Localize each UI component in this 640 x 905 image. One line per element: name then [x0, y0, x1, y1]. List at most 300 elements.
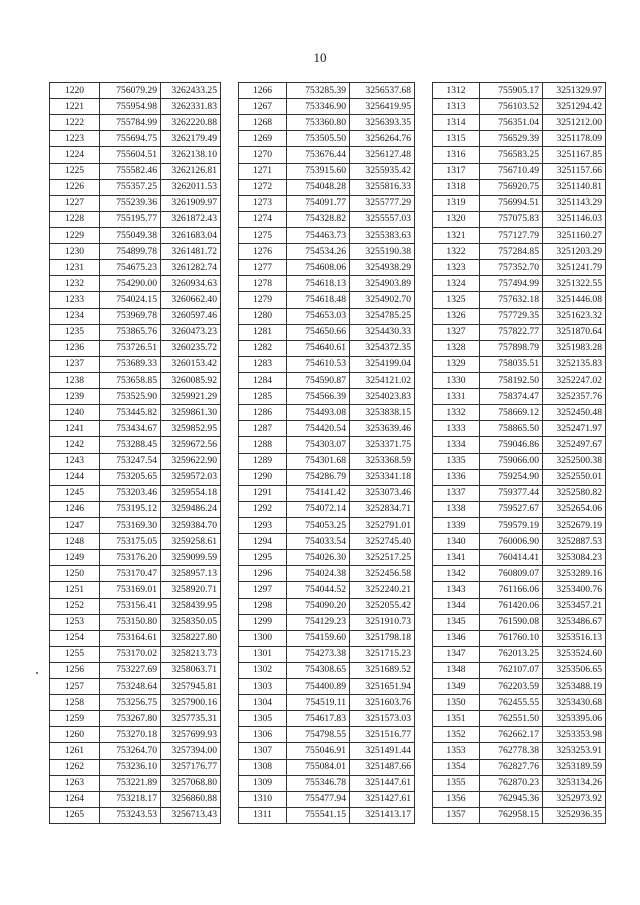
table-row	[50, 260, 221, 276]
table-row	[50, 614, 221, 630]
x-coordinate-cell: 753248.64	[100, 679, 161, 695]
point-number-cell: 1313	[433, 99, 480, 115]
table-row	[239, 421, 415, 437]
table-row	[50, 389, 221, 405]
table-row	[433, 646, 606, 662]
point-number-cell: 1347	[433, 646, 480, 662]
point-number-cell: 1251	[50, 582, 100, 598]
x-coordinate-cell: 755346.78	[287, 775, 350, 791]
y-coordinate-cell: 3258063.71	[161, 662, 221, 678]
table-row	[50, 662, 221, 678]
table-row	[239, 469, 415, 485]
point-number-cell: 1348	[433, 662, 480, 678]
point-number-cell: 1321	[433, 227, 480, 243]
y-coordinate-cell: 3254023.83	[350, 389, 415, 405]
y-coordinate-cell: 3252887.53	[543, 534, 606, 550]
x-coordinate-cell: 754534.26	[287, 244, 350, 260]
x-coordinate-cell: 754141.42	[287, 485, 350, 501]
y-coordinate-cell: 3259672.56	[161, 437, 221, 453]
table-row	[239, 598, 415, 614]
table-row	[50, 227, 221, 243]
x-coordinate-cell: 762013.25	[480, 646, 543, 662]
y-coordinate-cell: 3253084.23	[543, 550, 606, 566]
table-row	[239, 614, 415, 630]
point-number-cell: 1307	[239, 743, 287, 759]
y-coordinate-cell: 3252240.21	[350, 582, 415, 598]
y-coordinate-cell: 3258350.05	[161, 614, 221, 630]
x-coordinate-cell: 754618.48	[287, 292, 350, 308]
x-coordinate-cell: 754033.54	[287, 534, 350, 550]
table-row	[433, 550, 606, 566]
y-coordinate-cell: 3257900.16	[161, 695, 221, 711]
x-coordinate-cell: 759377.44	[480, 485, 543, 501]
table-row	[239, 308, 415, 324]
point-number-cell: 1235	[50, 324, 100, 340]
y-coordinate-cell: 3253189.59	[543, 759, 606, 775]
point-number-cell: 1222	[50, 115, 100, 131]
table-row	[239, 115, 415, 131]
point-number-cell: 1303	[239, 679, 287, 695]
point-number-cell: 1298	[239, 598, 287, 614]
table-row	[239, 276, 415, 292]
table-row	[239, 759, 415, 775]
table-row	[239, 227, 415, 243]
x-coordinate-cell: 753205.65	[100, 469, 161, 485]
point-number-cell: 1338	[433, 501, 480, 517]
point-number-cell: 1241	[50, 421, 100, 437]
x-coordinate-cell: 755046.91	[287, 743, 350, 759]
table-row	[239, 372, 415, 388]
x-coordinate-cell: 755694.75	[100, 131, 161, 147]
table-row	[433, 163, 606, 179]
point-number-cell: 1248	[50, 534, 100, 550]
point-number-cell: 1324	[433, 276, 480, 292]
y-coordinate-cell: 3262011.53	[161, 179, 221, 195]
y-coordinate-cell: 3257068.80	[161, 775, 221, 791]
x-coordinate-cell: 753865.76	[100, 324, 161, 340]
x-coordinate-cell: 758192.50	[480, 372, 543, 388]
y-coordinate-cell: 3252973.92	[543, 791, 606, 807]
table-row	[239, 743, 415, 759]
point-number-cell: 1357	[433, 807, 480, 823]
y-coordinate-cell: 3260473.23	[161, 324, 221, 340]
x-coordinate-cell: 754640.61	[287, 340, 350, 356]
point-number-cell: 1234	[50, 308, 100, 324]
x-coordinate-cell: 756994.51	[480, 195, 543, 211]
x-coordinate-cell: 753264.70	[100, 743, 161, 759]
x-coordinate-cell: 754308.65	[287, 662, 350, 678]
x-coordinate-cell: 754590.87	[287, 372, 350, 388]
table-row	[239, 791, 415, 807]
stray-mark	[36, 672, 38, 674]
x-coordinate-cell: 754053.25	[287, 517, 350, 533]
point-number-cell: 1350	[433, 695, 480, 711]
y-coordinate-cell: 3259554.18	[161, 485, 221, 501]
point-number-cell: 1223	[50, 131, 100, 147]
table-row	[433, 695, 606, 711]
table-row	[239, 695, 415, 711]
y-coordinate-cell: 3253289.16	[543, 566, 606, 582]
point-number-cell: 1333	[433, 421, 480, 437]
y-coordinate-cell: 3253341.18	[350, 469, 415, 485]
point-number-cell: 1273	[239, 195, 287, 211]
point-number-cell: 1275	[239, 227, 287, 243]
x-coordinate-cell: 754048.28	[287, 179, 350, 195]
point-number-cell: 1291	[239, 485, 287, 501]
x-coordinate-cell: 754091.77	[287, 195, 350, 211]
x-coordinate-cell: 762870.23	[480, 775, 543, 791]
x-coordinate-cell: 757822.77	[480, 324, 543, 340]
x-coordinate-cell: 755784.99	[100, 115, 161, 131]
x-coordinate-cell: 753285.39	[287, 83, 350, 99]
x-coordinate-cell: 754159.60	[287, 630, 350, 646]
x-coordinate-cell: 754899.78	[100, 244, 161, 260]
table-row	[433, 582, 606, 598]
table-row	[50, 99, 221, 115]
table-row	[239, 195, 415, 211]
point-number-cell: 1230	[50, 244, 100, 260]
point-number-cell: 1337	[433, 485, 480, 501]
point-number-cell: 1260	[50, 727, 100, 743]
y-coordinate-cell: 3261683.04	[161, 227, 221, 243]
point-number-cell: 1285	[239, 389, 287, 405]
point-number-cell: 1289	[239, 453, 287, 469]
x-coordinate-cell: 760006.90	[480, 534, 543, 550]
point-number-cell: 1351	[433, 711, 480, 727]
y-coordinate-cell: 3252550.01	[543, 469, 606, 485]
y-coordinate-cell: 3251203.29	[543, 244, 606, 260]
x-coordinate-cell: 757284.85	[480, 244, 543, 260]
point-number-cell: 1264	[50, 791, 100, 807]
x-coordinate-cell: 753156.41	[100, 598, 161, 614]
y-coordinate-cell: 3251212.00	[543, 115, 606, 131]
table-row	[239, 131, 415, 147]
x-coordinate-cell: 759066.00	[480, 453, 543, 469]
y-coordinate-cell: 3254902.70	[350, 292, 415, 308]
point-number-cell: 1233	[50, 292, 100, 308]
x-coordinate-cell: 753176.20	[100, 550, 161, 566]
table-row	[239, 550, 415, 566]
x-coordinate-cell: 755084.01	[287, 759, 350, 775]
point-number-cell: 1280	[239, 308, 287, 324]
point-number-cell: 1221	[50, 99, 100, 115]
table-row	[50, 469, 221, 485]
point-number-cell: 1355	[433, 775, 480, 791]
x-coordinate-cell: 756103.52	[480, 99, 543, 115]
point-number-cell: 1356	[433, 791, 480, 807]
y-coordinate-cell: 3251143.29	[543, 195, 606, 211]
point-number-cell: 1290	[239, 469, 287, 485]
y-coordinate-cell: 3251715.23	[350, 646, 415, 662]
y-coordinate-cell: 3256127.48	[350, 147, 415, 163]
point-number-cell: 1244	[50, 469, 100, 485]
table-row	[239, 775, 415, 791]
table-row	[433, 501, 606, 517]
x-coordinate-cell: 754328.82	[287, 211, 350, 227]
point-number-cell: 1270	[239, 147, 287, 163]
x-coordinate-cell: 755905.17	[480, 83, 543, 99]
point-number-cell: 1331	[433, 389, 480, 405]
x-coordinate-cell: 753243.53	[100, 807, 161, 823]
y-coordinate-cell: 3252517.25	[350, 550, 415, 566]
x-coordinate-cell: 753195.12	[100, 501, 161, 517]
y-coordinate-cell: 3256537.68	[350, 83, 415, 99]
y-coordinate-cell: 3253516.13	[543, 630, 606, 646]
x-coordinate-cell: 762958.15	[480, 807, 543, 823]
point-number-cell: 1297	[239, 582, 287, 598]
table-row	[50, 324, 221, 340]
y-coordinate-cell: 3252834.71	[350, 501, 415, 517]
x-coordinate-cell: 753169.30	[100, 517, 161, 533]
table-row	[50, 598, 221, 614]
y-coordinate-cell: 3258213.73	[161, 646, 221, 662]
y-coordinate-cell: 3259572.03	[161, 469, 221, 485]
y-coordinate-cell: 3254903.89	[350, 276, 415, 292]
y-coordinate-cell: 3255777.29	[350, 195, 415, 211]
table-row	[50, 550, 221, 566]
x-coordinate-cell: 759527.67	[480, 501, 543, 517]
y-coordinate-cell: 3253368.59	[350, 453, 415, 469]
table-row	[433, 485, 606, 501]
point-number-cell: 1332	[433, 405, 480, 421]
y-coordinate-cell: 3259384.70	[161, 517, 221, 533]
point-number-cell: 1293	[239, 517, 287, 533]
table-row	[50, 711, 221, 727]
point-number-cell: 1283	[239, 356, 287, 372]
page-number: 10	[313, 50, 327, 65]
x-coordinate-cell: 753169.01	[100, 582, 161, 598]
x-coordinate-cell: 761760.10	[480, 630, 543, 646]
x-coordinate-cell: 754610.53	[287, 356, 350, 372]
table-row	[433, 260, 606, 276]
point-number-cell: 1317	[433, 163, 480, 179]
table-row	[50, 421, 221, 437]
point-number-cell: 1299	[239, 614, 287, 630]
table-row	[433, 83, 606, 99]
x-coordinate-cell: 753270.18	[100, 727, 161, 743]
table-row	[433, 308, 606, 324]
y-coordinate-cell: 3260153.42	[161, 356, 221, 372]
table-row	[239, 405, 415, 421]
y-coordinate-cell: 3251241.79	[543, 260, 606, 276]
y-coordinate-cell: 3252135.83	[543, 356, 606, 372]
point-number-cell: 1314	[433, 115, 480, 131]
point-number-cell: 1274	[239, 211, 287, 227]
table-row	[433, 421, 606, 437]
y-coordinate-cell: 3253486.67	[543, 614, 606, 630]
point-number-cell: 1305	[239, 711, 287, 727]
coordinate-table-1	[49, 82, 221, 824]
x-coordinate-cell: 754290.00	[100, 276, 161, 292]
point-number-cell: 1247	[50, 517, 100, 533]
point-number-cell: 1254	[50, 630, 100, 646]
table-row	[433, 131, 606, 147]
table-row	[50, 276, 221, 292]
y-coordinate-cell: 3257394.00	[161, 743, 221, 759]
table-row	[433, 227, 606, 243]
y-coordinate-cell: 3251491.44	[350, 743, 415, 759]
point-number-cell: 1231	[50, 260, 100, 276]
table-row	[433, 711, 606, 727]
y-coordinate-cell: 3252247.02	[543, 372, 606, 388]
point-number-cell: 1252	[50, 598, 100, 614]
x-coordinate-cell: 760809.07	[480, 566, 543, 582]
table-row	[50, 679, 221, 695]
table-row	[50, 630, 221, 646]
x-coordinate-cell: 754420.54	[287, 421, 350, 437]
point-number-cell: 1245	[50, 485, 100, 501]
table-row	[50, 195, 221, 211]
point-number-cell: 1266	[239, 83, 287, 99]
table-row	[433, 179, 606, 195]
table-row	[50, 179, 221, 195]
x-coordinate-cell: 756920.75	[480, 179, 543, 195]
table-row	[239, 292, 415, 308]
table-row	[433, 727, 606, 743]
point-number-cell: 1327	[433, 324, 480, 340]
y-coordinate-cell: 3251140.81	[543, 179, 606, 195]
point-number-cell: 1302	[239, 662, 287, 678]
x-coordinate-cell: 754650.66	[287, 324, 350, 340]
y-coordinate-cell: 3253371.75	[350, 437, 415, 453]
x-coordinate-cell: 761166.06	[480, 582, 543, 598]
table-row	[50, 163, 221, 179]
table-row	[50, 775, 221, 791]
point-number-cell: 1323	[433, 260, 480, 276]
x-coordinate-cell: 759579.19	[480, 517, 543, 533]
y-coordinate-cell: 3251329.97	[543, 83, 606, 99]
y-coordinate-cell: 3255816.33	[350, 179, 415, 195]
table-row	[239, 630, 415, 646]
table-row	[239, 566, 415, 582]
y-coordinate-cell: 3254121.02	[350, 372, 415, 388]
table-row	[50, 517, 221, 533]
y-coordinate-cell: 3260662.40	[161, 292, 221, 308]
table-row	[239, 727, 415, 743]
y-coordinate-cell: 3252580.82	[543, 485, 606, 501]
point-number-cell: 1261	[50, 743, 100, 759]
y-coordinate-cell: 3259258.61	[161, 534, 221, 550]
table-row	[239, 807, 415, 823]
table-row	[433, 743, 606, 759]
y-coordinate-cell: 3251516.77	[350, 727, 415, 743]
point-number-cell: 1335	[433, 453, 480, 469]
x-coordinate-cell: 754617.83	[287, 711, 350, 727]
table-row	[433, 292, 606, 308]
y-coordinate-cell: 3253400.76	[543, 582, 606, 598]
y-coordinate-cell: 3253430.68	[543, 695, 606, 711]
table-row	[433, 324, 606, 340]
y-coordinate-cell: 3252745.40	[350, 534, 415, 550]
table-row	[50, 534, 221, 550]
point-number-cell: 1269	[239, 131, 287, 147]
table-row	[239, 485, 415, 501]
point-number-cell: 1326	[433, 308, 480, 324]
x-coordinate-cell: 755582.46	[100, 163, 161, 179]
y-coordinate-cell: 3251447.61	[350, 775, 415, 791]
point-number-cell: 1277	[239, 260, 287, 276]
table-row	[239, 662, 415, 678]
x-coordinate-cell: 762551.50	[480, 711, 543, 727]
y-coordinate-cell: 3251623.32	[543, 308, 606, 324]
point-number-cell: 1279	[239, 292, 287, 308]
table-row	[50, 743, 221, 759]
table-row	[433, 469, 606, 485]
point-number-cell: 1319	[433, 195, 480, 211]
x-coordinate-cell: 753360.80	[287, 115, 350, 131]
table-row	[239, 163, 415, 179]
y-coordinate-cell: 3256860.88	[161, 791, 221, 807]
table-row	[433, 99, 606, 115]
table-row	[239, 646, 415, 662]
x-coordinate-cell: 753150.80	[100, 614, 161, 630]
x-coordinate-cell: 754653.03	[287, 308, 350, 324]
y-coordinate-cell: 3255935.42	[350, 163, 415, 179]
y-coordinate-cell: 3254372.35	[350, 340, 415, 356]
point-number-cell: 1256	[50, 662, 100, 678]
y-coordinate-cell: 3252471.97	[543, 421, 606, 437]
point-number-cell: 1349	[433, 679, 480, 695]
table-row	[433, 630, 606, 646]
table-row	[239, 517, 415, 533]
y-coordinate-cell: 3255190.38	[350, 244, 415, 260]
y-coordinate-cell: 3253506.65	[543, 662, 606, 678]
x-coordinate-cell: 753915.60	[287, 163, 350, 179]
point-number-cell: 1354	[433, 759, 480, 775]
x-coordinate-cell: 757632.18	[480, 292, 543, 308]
x-coordinate-cell: 757494.99	[480, 276, 543, 292]
y-coordinate-cell: 3251157.66	[543, 163, 606, 179]
point-number-cell: 1240	[50, 405, 100, 421]
x-coordinate-cell: 754798.55	[287, 727, 350, 743]
y-coordinate-cell: 3255383.63	[350, 227, 415, 243]
x-coordinate-cell: 754566.39	[287, 389, 350, 405]
y-coordinate-cell: 3252936.35	[543, 807, 606, 823]
table-row	[433, 115, 606, 131]
table-row	[433, 356, 606, 372]
y-coordinate-cell: 3259852.95	[161, 421, 221, 437]
y-coordinate-cell: 3257699.93	[161, 727, 221, 743]
y-coordinate-cell: 3251603.76	[350, 695, 415, 711]
y-coordinate-cell: 3259099.59	[161, 550, 221, 566]
x-coordinate-cell: 753247.54	[100, 453, 161, 469]
point-number-cell: 1352	[433, 727, 480, 743]
y-coordinate-cell: 3260235.72	[161, 340, 221, 356]
point-number-cell: 1287	[239, 421, 287, 437]
point-number-cell: 1278	[239, 276, 287, 292]
y-coordinate-cell: 3253353.98	[543, 727, 606, 743]
y-coordinate-cell: 3261909.97	[161, 195, 221, 211]
x-coordinate-cell: 753267.80	[100, 711, 161, 727]
point-number-cell: 1229	[50, 227, 100, 243]
table-row	[50, 501, 221, 517]
y-coordinate-cell: 3262433.25	[161, 83, 221, 99]
point-number-cell: 1224	[50, 147, 100, 163]
table-row	[433, 195, 606, 211]
y-coordinate-cell: 3262220.88	[161, 115, 221, 131]
y-coordinate-cell: 3251651.94	[350, 679, 415, 695]
x-coordinate-cell: 755357.25	[100, 179, 161, 195]
point-number-cell: 1237	[50, 356, 100, 372]
x-coordinate-cell: 758669.12	[480, 405, 543, 421]
point-number-cell: 1258	[50, 695, 100, 711]
table-row	[50, 211, 221, 227]
y-coordinate-cell: 3251413.17	[350, 807, 415, 823]
x-coordinate-cell: 758374.47	[480, 389, 543, 405]
table-row	[50, 405, 221, 421]
table-row	[50, 453, 221, 469]
y-coordinate-cell: 3261872.43	[161, 211, 221, 227]
